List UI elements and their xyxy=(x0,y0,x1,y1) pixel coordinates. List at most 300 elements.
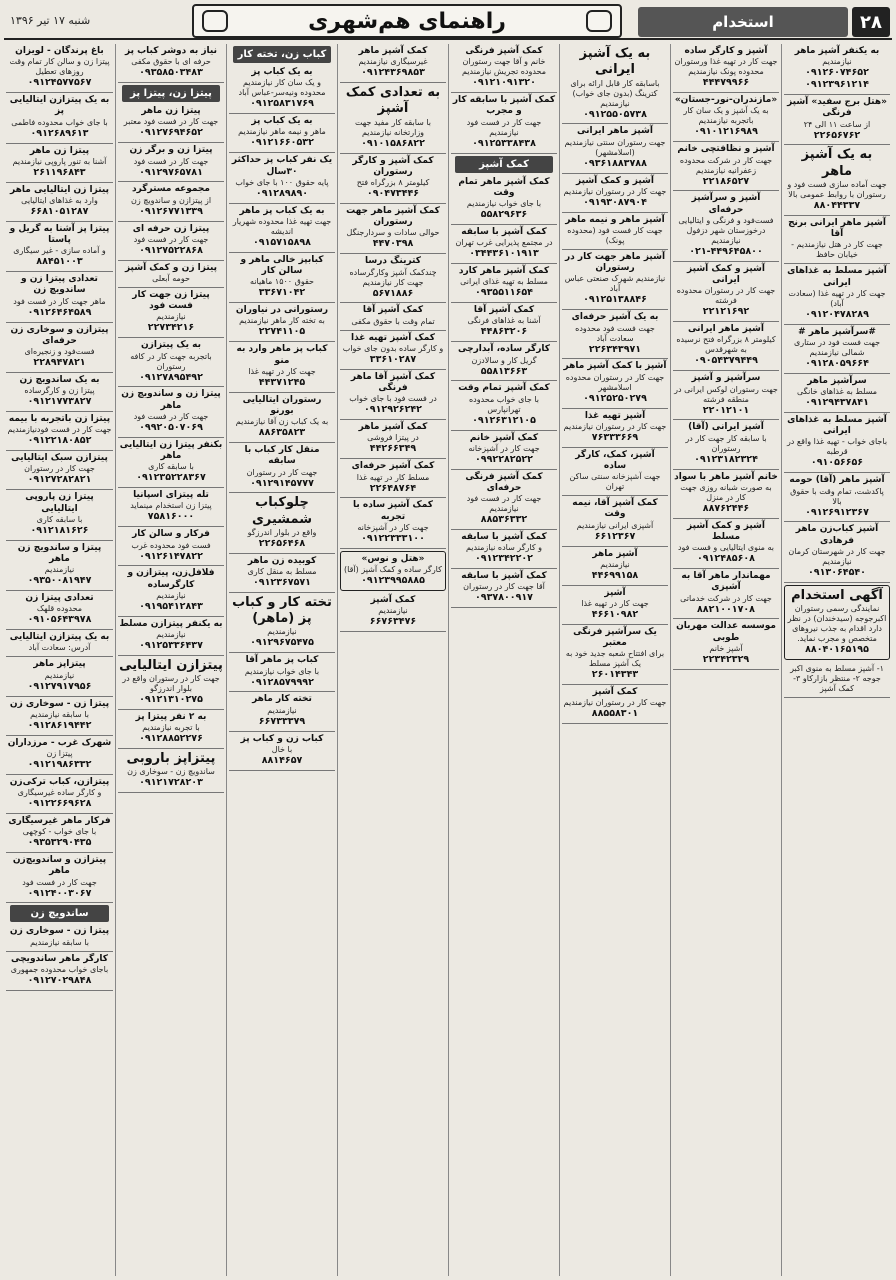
ad-body: کیلومتر ۸ بزرگراه فتح نرسیده به شهرقدس xyxy=(676,335,776,355)
ad-body: و کارگر ساده نیازمندیم xyxy=(465,543,543,553)
ad-body: با تجربه نیازمندیم xyxy=(142,723,200,733)
ad-phone: ۰۹۱۲۷۹۱۷۹۵۶ xyxy=(27,680,92,692)
ad-phone: ۰۹۱۵۷۱۵۸۹۸ xyxy=(253,236,311,248)
classified-ad xyxy=(673,322,779,371)
ad-phone: ۰۹۱۲۸۹۸۹۰ xyxy=(255,187,309,199)
ad-body: با جای خواب محدوده تهرانپارس xyxy=(468,394,540,414)
classified-ad xyxy=(118,288,224,338)
classified-ad xyxy=(673,470,779,519)
ad-phone: ۲۲۳۴۲۳۲۹ xyxy=(702,653,750,665)
classified-ad xyxy=(562,174,668,213)
ad-title: پیتزاپز ماهر xyxy=(33,659,86,670)
ad-title: آشپز ماهر ایرانی xyxy=(577,126,653,137)
ad-title: به یکنفر پیتزازن مسلط xyxy=(119,618,223,629)
ad-body: جهت کار در شرکت خدماتی xyxy=(680,593,772,603)
ad-phone: ۴۴۸۶۳۲۰۶ xyxy=(480,326,528,338)
classified-ad xyxy=(118,338,224,387)
ad-body: نیازمندیم xyxy=(822,57,852,67)
ad-title: باغ پرندگان - لویزان xyxy=(15,46,104,56)
ad-body: جهت کار در فست فود xyxy=(133,411,209,421)
ad-body: از پیتزازن و ساندویچ زن xyxy=(130,195,212,205)
ad-body: به یک کباب زن آقا نیازمندیم xyxy=(235,417,329,427)
ad-title: پیتزازن، کباب ترکی‌زن xyxy=(9,776,110,787)
classified-ad xyxy=(562,250,668,310)
ad-body: آدرس: سعادت آباد xyxy=(28,643,91,653)
ad-title: کمک آشپز xyxy=(592,687,638,698)
ad-title: کارگر ماهر ساندویچی xyxy=(10,953,109,964)
classified-ad xyxy=(451,431,557,470)
issue-date: شنبه ۱۷ تیر ۱۳۹۶ xyxy=(10,14,91,27)
ad-body: مسلط به غذاهای خانگی xyxy=(796,387,878,396)
ad-body: فست‌فود و فرنگی و ایتالیایی درخوزستان شهر دزفول نیازمندیم xyxy=(678,215,774,245)
classified-ad xyxy=(6,630,113,657)
ad-phone: ۰۹۱۲۱۰۹۱۳۲۰ xyxy=(472,77,536,89)
ad-phone: ۲۲۷۳۴۲۱۶ xyxy=(147,322,195,334)
ad-phone: ۰۹۱۳۰۶۴۵۴۰ xyxy=(808,566,866,578)
ad-phone: ۳۳۶۷۱۰۴۲ xyxy=(258,287,306,299)
ad-body: نمایندگی رسمی رستوران اکبرجوجه (سیدخندان) در نظر دارد اقدام به جذب نیروهای متخصص و مجرب نماید. xyxy=(787,604,887,643)
ad-body: جهت کار در رستوران xyxy=(246,467,318,477)
ad-body: به صورت شبانه روزی جهت کار در منزل xyxy=(680,482,772,502)
ad-body: پایه حقوق ۱۰۰ با جای خواب xyxy=(235,177,329,187)
classified-ad xyxy=(340,83,446,153)
ad-columns xyxy=(4,44,892,1276)
classified-ad xyxy=(229,493,335,553)
ad-body: فست فود محدوده غرب xyxy=(131,540,211,550)
ad-title: آشپز ماهر xyxy=(592,548,638,559)
ad-body: ماهر جهت کار در فست فود xyxy=(13,296,106,306)
ad-body: نیازمندیم xyxy=(44,565,75,575)
ad-body: پیتزا زن استخدام مینماید xyxy=(130,501,212,511)
ad-phone: ۶۶۱۲۳۶۷ xyxy=(594,530,636,542)
ad-phone: ۴۴۶۹۹۱۵۸ xyxy=(591,569,639,581)
ad-body: با سابقه نیازمندیم xyxy=(30,937,89,947)
ad-title: رستوران ایتالیایی بورنو xyxy=(242,394,322,416)
classified-ad xyxy=(340,370,446,420)
classified-ad xyxy=(451,44,557,93)
classified-ad xyxy=(118,710,224,749)
ad-title: کمک آشپز فرنگی حرفه‌ای xyxy=(465,471,543,493)
ad-phone: ۰۹۱۰۵۶۴۳۹۷۸ xyxy=(27,614,92,626)
classified-ad xyxy=(673,519,779,569)
classified-ad xyxy=(562,547,668,586)
ad-title: پیتزا زن و برگر زن xyxy=(129,145,213,156)
ad-body: نیازمندیم xyxy=(44,670,75,680)
classified-ad xyxy=(6,451,113,490)
ad-body: جهت فست فود محدوده سعادت آباد xyxy=(575,323,655,343)
ad-title: آشپز ایرانی (آقا) xyxy=(688,422,764,433)
ad-phone: ۰۹۱۲۱۹۸۶۳۳۲ xyxy=(27,758,92,770)
classified-ad xyxy=(118,261,224,288)
ad-body: باسابقه کار قابل ارائه برای کترینگ (بدون جای خواب) نیازمندیم xyxy=(570,78,660,108)
ad-phone: ۳۳۶۱۰۲۸۷ xyxy=(369,353,417,365)
ad-body: با سابقه کاری xyxy=(36,514,83,524)
ad-phone: ۰۹۱۰۵۶۶۵۶ xyxy=(810,457,864,469)
ad-title: آشپز و سرآشپز حرفه‌ای xyxy=(691,193,761,215)
ad-title: به ۲ نفر پیتزا پز xyxy=(135,712,207,722)
ad-phone: ۵۶۷۱۸۸۶ xyxy=(372,287,414,299)
ad-phone: ۸۸۵۳۶۳۳۲ xyxy=(480,514,528,526)
ad-phone: ۰۹۱۹۵۴۱۲۸۴۳ xyxy=(139,600,203,612)
ad-phone: ۰۹۱۲۸۸۵۲۲۷۶ xyxy=(139,733,203,745)
ad-body: جهت کار در تهیه غذا xyxy=(248,366,316,376)
ad-body: آشنا به تنور پاروپی نیازمندیم xyxy=(12,156,107,166)
ad-phone: ۰۹۱۲۲۱۸۰۸۵۲ xyxy=(27,435,92,447)
ad-title: پیتزاپز باروبی xyxy=(126,751,216,767)
ad-phone: ۰۹۱۲۱۷۷۳۸۲۷ xyxy=(27,396,92,408)
ad-title: کمک آشپز ماهر xyxy=(358,46,428,56)
ad-body: جهت کار فست فود (محدوده پونک) xyxy=(567,225,663,245)
ad-title: کمک آشپز ماهر تمام وقت xyxy=(458,176,550,198)
ad-title: به یک ساندویچ زن xyxy=(19,374,100,385)
ad-body: جهت کار در رستوران نیازمندیم xyxy=(563,698,667,708)
ad-title: کمک آشپز آقا ماهر فرنگی xyxy=(350,371,436,393)
ad-title: کبابپز خالی ماهر و سالن کار xyxy=(240,254,324,276)
ad-title: مجموعه مسترگرد xyxy=(132,184,210,195)
ad-title: پیتزا زن ماهر xyxy=(141,106,201,117)
ad-title: یک نفر کباب پز حداکثر ۳۰سال xyxy=(231,155,333,177)
ad-body: پاکدشت، تمام وقت با حقوق بالا xyxy=(790,486,884,506)
ad-phone: ۰۹۱۲۶۴۶۴۵۸۹ xyxy=(27,306,92,318)
ad-phone: ۰۹۱۲۶۱۴۷۸۲۲ xyxy=(139,550,203,562)
classified-ad xyxy=(118,44,224,83)
ad-phone: ۰۹۱۲۴۵۷۷۵۶۷ xyxy=(27,77,92,89)
ad-title: منقل کار کباب با سابقه xyxy=(244,445,320,467)
ad-body: جهت فست فود در ستاری شمالی نیازمندیم xyxy=(793,337,881,357)
ad-title: به تعدادی کمک آشپز xyxy=(345,85,441,117)
ad-title: کمک آشپز با سابقه xyxy=(461,532,547,542)
handshake-icon xyxy=(586,10,612,32)
ad-body: جهت کار در آشپزخانه xyxy=(357,522,429,532)
ad-body: جهت کار در هتل نیازمندیم - خیابان حافظ xyxy=(791,240,883,260)
ad-title: خانم آشپز ماهر با سواد xyxy=(674,471,778,482)
classified-ad xyxy=(784,325,890,374)
ad-title: پیتزا زن ماهر xyxy=(29,145,90,156)
ad-phone: ۰۹۳۵۵۱۱۶۵۴ xyxy=(475,287,533,299)
ad-phone: ۰۹۱۲۳۴۲۲۰۲ xyxy=(475,553,533,565)
ad-title: کباب زن و کباب پز xyxy=(240,733,324,744)
ad-title: کوبیده زن ماهر xyxy=(247,555,317,566)
classified-ad xyxy=(118,143,224,182)
ad-title: آشپز و کمک آشپز xyxy=(576,175,654,186)
ad-title: کمک آشپز و کارگر رستوران xyxy=(352,155,434,177)
classified-ad xyxy=(784,522,890,582)
ad-title: کمک آشپز ساده با تجربه xyxy=(352,500,433,522)
ad-body: جهت آشپزخانه سنتی ساکن تهران xyxy=(569,472,661,492)
ad-title: کمک آشپز ماهر کارد xyxy=(458,266,550,276)
ad-title: آشپز با کمک آشپز ماهر xyxy=(563,361,667,372)
ad-title: آشپز مسلط به غذاهای ایرانی xyxy=(787,266,887,288)
ad-title: به یک کباب پز xyxy=(251,67,313,77)
ad-body: مسلط به منقل کاری xyxy=(247,567,317,576)
ad-title: کمک آشپز فرنگی xyxy=(465,46,543,56)
ad-body: نیازمندیم xyxy=(267,627,297,637)
ad-body: غیرسیگاری نیازمندیم xyxy=(358,57,428,67)
ad-column xyxy=(781,44,892,1276)
ad-phone: ۰۹۱۲۲۳۳۳۱۰۰ xyxy=(361,532,425,544)
classified-ad xyxy=(229,653,335,692)
classified-ad xyxy=(673,262,779,322)
classified-ad xyxy=(6,222,113,272)
ad-title: آشپز و نظافتچی خانم xyxy=(677,144,775,155)
ad-title: به یک آشپز ماهر xyxy=(801,147,873,179)
ad-phone: ۰۹۱۲۲۶۶۹۶۲۸ xyxy=(27,798,92,809)
ad-body: جهت آماده سازی فست فود و رستوران با روابط عمومی بالا xyxy=(787,179,887,199)
ad-title: سرآشپز ماهر xyxy=(807,375,867,386)
ad-title: کمک آشپز آقا xyxy=(362,305,424,316)
ad-title: تعدادی پیتزا زن و ساندویچ زن xyxy=(21,274,98,296)
ad-phone: ۰۹۰۴۷۳۴۴۶ xyxy=(366,188,420,199)
ad-title: #سرآشپز ماهر # xyxy=(798,326,876,337)
ad-title: به یک کباب پز ماهر xyxy=(239,205,325,216)
ad-body: ۱- آشپز مسلط به منوی اکبر جوجه ۲- منتظر بازارکاو ۳- کمک آشپز xyxy=(790,663,884,693)
ad-body: و یک سان کار نیازمندیم محدوده ونیه‌سر-عباس آباد xyxy=(238,78,326,98)
ad-phone: ۰۹۱۲۶۸۹۶۱۳ xyxy=(30,127,89,139)
ad-phone: ۴۴۷۰۳۹۸ xyxy=(372,238,414,250)
classified-ad xyxy=(6,591,113,630)
ad-body: با سابقه نیازمندیم xyxy=(30,709,89,719)
ad-phone: ۰۹۱۲۶۹۱۲۳۶۷ xyxy=(805,506,869,518)
classified-ad xyxy=(6,924,113,951)
ad-title: پیتزازن سبک ایتالیایی xyxy=(11,453,108,464)
ad-title: کمک آشپز ماهر جهت رستوران xyxy=(346,205,440,228)
classified-ad xyxy=(340,551,446,591)
ad-title: آشپز و کمک آشپز ایرانی xyxy=(687,263,765,285)
ad-body: جهت کار در فست فود نیازمندیم xyxy=(466,494,542,514)
classified-ad xyxy=(340,498,446,548)
ad-phone: ۶۶۷۳۳۳۷۹ xyxy=(258,715,306,727)
ad-body: جهت کار در تهیه غذا ورستوران محدوده پونک نیازمندیم xyxy=(674,57,778,77)
ad-title: تخته کار و کباب پز (ماهر) xyxy=(232,594,332,627)
ad-title: فرکار و سالن کار xyxy=(132,529,210,540)
ad-phone: ۸۸۱۴۶۵۷ xyxy=(261,754,303,766)
classified-ad xyxy=(229,65,335,114)
ad-phone: ۸۸۵۵۸۳۰۱ xyxy=(591,708,639,720)
ad-body: جهت کار در رستوران نیازمندیم xyxy=(563,421,667,431)
ad-body: آقا جهت کار در رستوران xyxy=(463,582,545,592)
ad-title: پیتزا زن و کمک آشپز xyxy=(124,262,218,273)
category-heading: کمک آشپز xyxy=(455,156,553,173)
ad-column xyxy=(337,44,448,1276)
classified-ad xyxy=(451,569,557,608)
ad-body: آشپزی ایرانی نیازمندیم xyxy=(576,520,654,530)
classified-ad xyxy=(562,359,668,408)
ad-body: با سابقه کار مفید جهت وزارتخانه نیازمندیم xyxy=(354,117,432,137)
ad-title: کمک آشپز آقا xyxy=(473,305,535,316)
ad-phone: ۶۶۷۶۳۴۷۶ xyxy=(369,616,417,628)
classified-ad xyxy=(229,342,335,392)
category-heading: کباب زن، تخته کار xyxy=(233,46,331,63)
ad-body: با سابقه کار جهت کار در رستوران xyxy=(685,433,767,453)
ad-body: حوالی سادات و سردارجنگل xyxy=(346,228,440,238)
classified-ad xyxy=(784,216,890,265)
ad-phone: ۰۹۱۰۱۵۸۶۸۲۲ xyxy=(361,137,425,149)
ad-body: چندکمک آشپز وکارگرساده جهت کار نیازمندیم xyxy=(349,267,437,287)
ad-title: آشپز کباب‌زن ماهر فرهادی xyxy=(795,524,879,546)
ad-phone: ۰۹۱۲۸۰۵۹۶۶۴ xyxy=(805,357,869,369)
classified-ad xyxy=(229,443,335,493)
classified-ad xyxy=(562,625,668,685)
classified-ad xyxy=(673,569,779,619)
ad-phone: ۰۹۱۲۵۵۰۵۷۳۸ xyxy=(583,108,647,120)
classified-ad xyxy=(340,303,446,330)
ad-title: آشپز و کارگر ساده xyxy=(684,46,768,56)
ad-body: و آماده سازی - غیر سیگاری xyxy=(13,246,106,256)
ad-body: نیازمندیم xyxy=(156,590,186,600)
classified-ad xyxy=(340,331,446,370)
classified-ad xyxy=(229,732,335,771)
ad-body: برای افتتاح شعبه جدید خود به یک آشپز مسلط xyxy=(565,649,665,669)
classified-ad xyxy=(562,685,668,724)
classified-ad xyxy=(6,272,113,322)
ad-body: جهت کار در شهرستان‌ کرمان نیازمندیم xyxy=(788,546,886,566)
ad-phone: ۰۹۱۲۷۰۲۹۸۴۸ xyxy=(27,974,92,986)
ad-phone: ۲۶۰۱۴۳۴۳ xyxy=(591,669,639,681)
ad-body: نیازمندیم xyxy=(600,559,630,569)
ad-title: موسسه عدالت مهربان طوبی xyxy=(676,621,776,643)
ad-body: در فست فود با جای خواب xyxy=(349,394,437,404)
ad-title: کمک آشپز با سابقه کار و مجرب xyxy=(452,95,556,117)
classified-ad xyxy=(673,142,779,191)
ad-title: کباب پز ماهر وارد به منو xyxy=(236,344,328,366)
classified-ad xyxy=(118,222,224,261)
classified-ad xyxy=(118,182,224,221)
ad-body: باجای خواب محدوده جمهوری xyxy=(10,964,109,974)
category-heading: پیتزا زن، پیتزا پز xyxy=(122,85,220,102)
ad-title: پیتزا و ساندویچ زن ماهر xyxy=(17,542,102,564)
classified-ad xyxy=(229,554,335,593)
ad-body: با جای خواب - کوچهی xyxy=(22,827,97,837)
classified-ad xyxy=(229,593,335,653)
ad-title: پیتزا زن - سوخاری زن xyxy=(9,698,110,709)
classified-ad xyxy=(6,93,113,143)
ad-title: آشپز تهیه غذا xyxy=(584,410,646,421)
ad-body: و کارگر ساده بدون جای خواب xyxy=(342,343,444,353)
ad-phone: ۸۸۶۳۵۸۲۳ xyxy=(258,427,306,439)
ad-title: کارگر ساده، آبدارچی xyxy=(458,344,550,355)
ad-phone: ۰۹۹۲۰۵۰۷۰۶۹ xyxy=(139,421,203,433)
classified-ad xyxy=(6,697,113,736)
ad-title: نیاز به دوشر کباب پز xyxy=(125,46,217,56)
ad-title: کترینگ درسا xyxy=(365,256,421,267)
ad-body: محدوده قلهک xyxy=(36,604,83,614)
ad-body: پیتزا زن و کارگرساده xyxy=(24,386,95,396)
ad-title: کمک آشپز با سابقه xyxy=(461,571,547,582)
ad-body: فست‌فود و زنجیره‌ای xyxy=(24,347,95,356)
page-number: ۲۸ xyxy=(852,7,890,37)
ad-phone: ۲۲۶۴۸۷۶۴ xyxy=(369,482,417,494)
classified-ad xyxy=(562,44,668,124)
ad-title: آگهی استخدام xyxy=(791,587,883,603)
ad-phone: ۷۵۸۱۶۰۰۰ xyxy=(147,511,195,523)
ad-body: به منوی ایتالیایی و فست فود xyxy=(677,543,774,553)
classified-ad xyxy=(340,593,446,632)
ad-phone: ۰۹۱۲۷۲۸۲۸۲۱ xyxy=(27,474,92,486)
ad-title: چلوکباب شمشیری xyxy=(251,495,313,527)
classified-ad xyxy=(229,114,335,153)
ad-body: با خال xyxy=(271,744,293,754)
ad-phone: ۰۹۰۵۴۳۷۹۴۴۹ xyxy=(694,355,758,367)
ad-phone: ۰۲۱-۴۴۹۶۴۵۸۰۰ xyxy=(689,245,763,257)
page-header xyxy=(4,4,892,40)
ad-phone: ۰۹۱۲۰۴۷۸۲۸۹ xyxy=(805,308,869,320)
ad-body: جهت کار در تهیه غذا (سعادت آباد) xyxy=(788,288,886,308)
ad-phone: ۶۶۸۱۰۵۱۲۸۷ xyxy=(30,205,89,217)
ad-phone: ۲۲۱۸۶۵۲۷ xyxy=(702,175,750,187)
ad-title: آشپز و کمک آشپز مسلط xyxy=(687,520,765,542)
ad-phone: ۰۹۱۲۱۳۱۰۲۷۵ xyxy=(139,694,203,706)
ad-title: به یک پیتزازن ایتالیایی پز xyxy=(9,95,110,117)
ad-body: به تخته کار ماهر نیازمندیم xyxy=(239,316,325,326)
ad-phone: ۰۹۱۹۳۰۸۷۹۰۴ xyxy=(583,196,647,208)
classified-ad xyxy=(340,44,446,83)
classified-ad xyxy=(6,373,113,412)
ad-phone: ۰۹۳۶۱۸۸۳۷۸۸ xyxy=(583,157,647,169)
ad-body: گریل کار و سالادزن xyxy=(471,355,537,365)
classified-ad xyxy=(229,303,335,342)
ad-title: کمک آشپز حرفه‌ای xyxy=(351,461,435,472)
classified-ad xyxy=(118,749,224,793)
classified-ad xyxy=(340,154,446,204)
ad-body: ساندویچ زن - سوخاری زن xyxy=(127,767,215,777)
ad-phone: ۵۵۸۱۳۶۶۳ xyxy=(480,365,528,377)
ad-body: خانم و آقا جهت رستوران محدوده تجریش نیازمندیم xyxy=(462,57,546,77)
ad-column xyxy=(4,44,115,1276)
ad-phone: ۰۹۱۲۶۷۷۱۳۳۹ xyxy=(139,205,203,217)
ad-title: بکنفر پیتزا زن ایتالیایی ماهر xyxy=(119,439,223,461)
classified-ad xyxy=(784,44,890,95)
classified-ad xyxy=(784,413,890,473)
ad-body: جهت کار در رستوران محدوده فرشته xyxy=(676,286,776,306)
classified-ad xyxy=(451,470,557,530)
ad-title: یک سرآشپز فرنگی معتبر xyxy=(573,626,657,648)
classified-ad xyxy=(6,657,113,696)
ad-title: به یک پیتزازن ایتالیایی xyxy=(9,632,110,643)
classified-ad xyxy=(6,853,113,903)
ad-phone: ۰۹۱۲۹۲۶۲۴۲ xyxy=(364,404,422,416)
ad-body: جهت کار در رستوران xyxy=(24,464,95,474)
classified-ad xyxy=(451,175,557,225)
ad-phone: ۰۹۱۲۷۸۹۵۴۹۲ xyxy=(139,371,203,383)
ad-title: کمک آشپز تهیه غذا xyxy=(351,332,435,343)
ad-body: با جای خواب نیازمندیم xyxy=(466,199,542,208)
ad-body: نیازمندیم xyxy=(156,630,186,639)
ad-title: سرآشپز و آشپز xyxy=(691,373,761,384)
classified-ad xyxy=(6,44,113,93)
ad-title: مهماندار ماهر آقا به آشپزی xyxy=(681,571,771,593)
classified-ad xyxy=(562,409,668,448)
ad-phone: ۰۹۱۲۴۳۶۹۸۵۳ xyxy=(361,67,425,79)
ad-body: حومه آبعلی xyxy=(152,273,190,283)
classified-ad xyxy=(6,736,113,775)
classified-ad xyxy=(451,303,557,342)
ad-phone: ۰۹۱۲۶۰۷۴۶۵۲ ۰۹۱۲۳۹۶۱۲۱۴ xyxy=(805,67,869,91)
classified-ad xyxy=(118,566,224,616)
classified-ad xyxy=(784,145,890,215)
ad-body: از ساعت ۱۱ الی ۲۴ xyxy=(803,119,871,129)
ad-phone: ۲۲۸۹۴۷۸۲۱ xyxy=(33,357,86,368)
ad-title: کمک آشپز آقا، نیمه وقت xyxy=(572,498,658,520)
ad-body: وارد به غذاهای ایتالیایی xyxy=(21,195,98,205)
ad-phone: ۰۹۱۲۵۲۵۰۲۷۹ xyxy=(583,392,647,404)
classified-ad xyxy=(6,952,113,991)
ad-phone: ۰۹۹۲۲۸۲۵۲۲ xyxy=(475,453,533,465)
classified-ad xyxy=(118,617,224,656)
classified-ad xyxy=(340,420,446,459)
ad-title: پیتزا زن جهت کار فست فود xyxy=(132,289,210,312)
ad-title: «هتل برج سفید» آشپز فرنگی xyxy=(787,97,887,119)
ad-body: با سابقه کاری xyxy=(148,462,194,472)
